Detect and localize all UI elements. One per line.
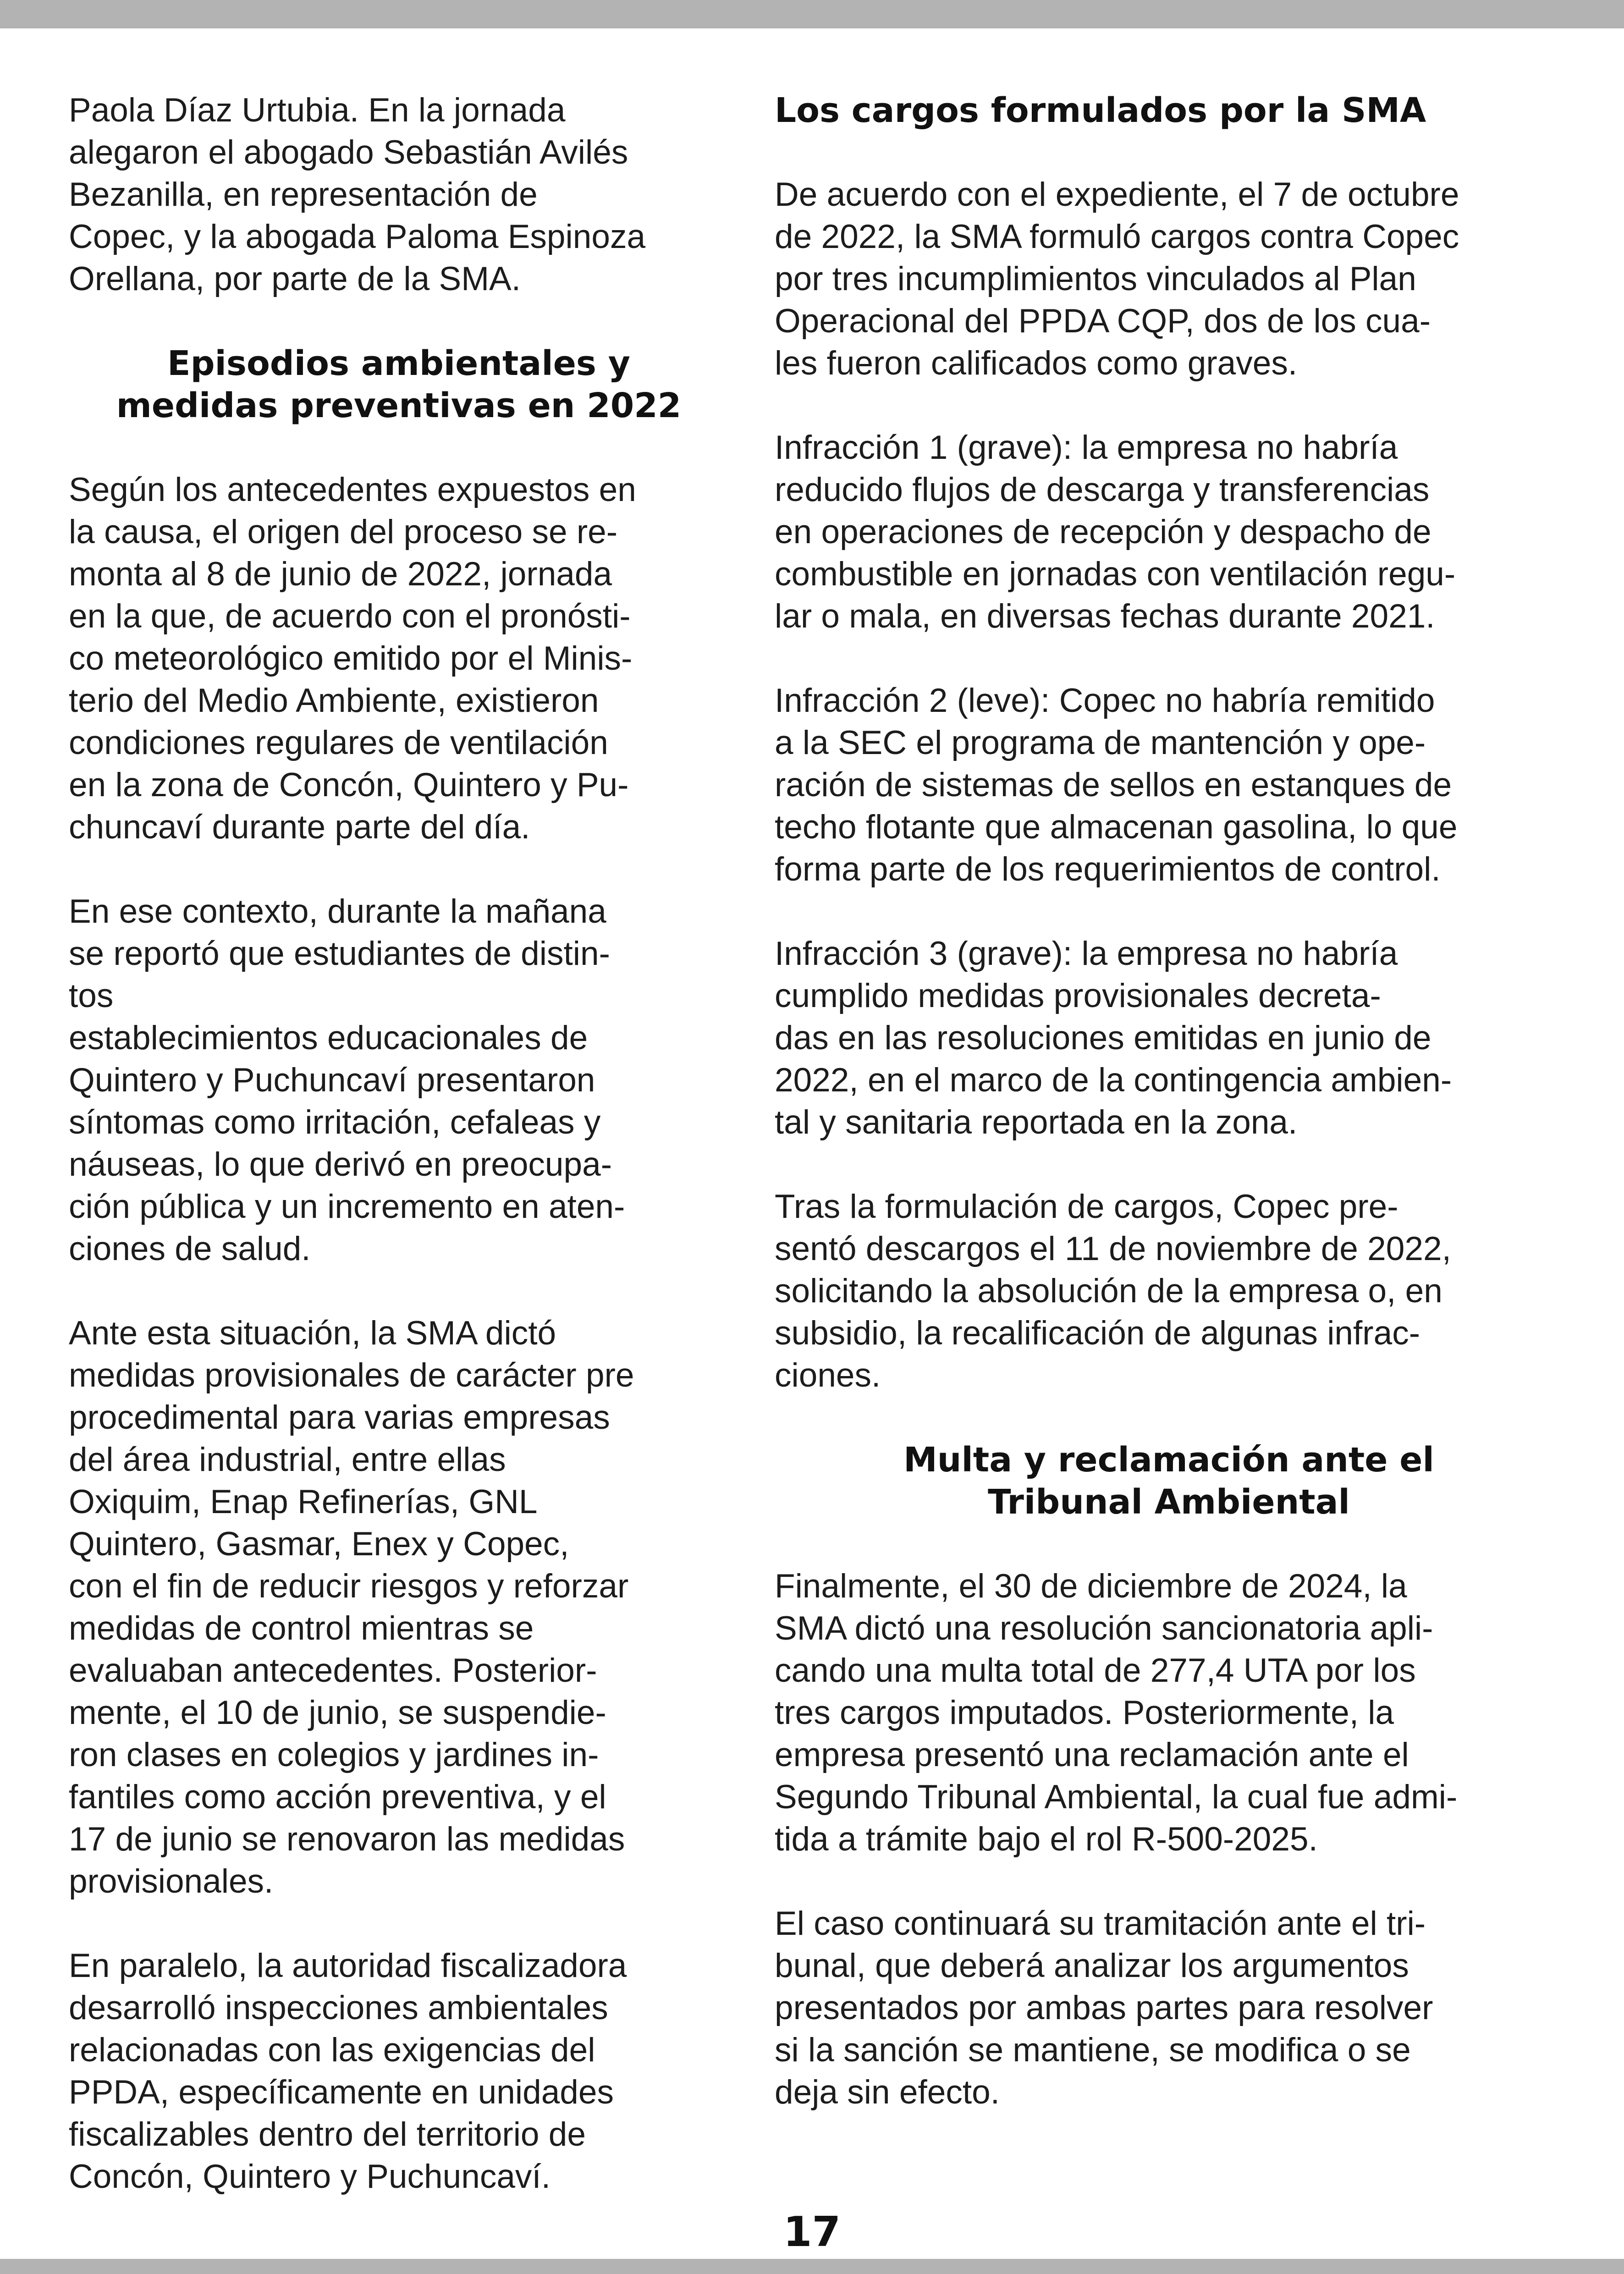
- left-column: [69, 89, 729, 2240]
- paragraph-situacion: Ante esta situación, la SMA dictó medidas provisionales de carácter pre procedimental para varias empresas del área industrial, entre ellas Oxiquim, Enap Refinerías, GNL Quintero, Gasmar, Enex y Copec, con el fin de reducir riesgos y reforzar medidas de control mientras se evaluaban antecedentes. Posterior- mente, el 10 de junio, se suspendie- ron clases en colegios y jardines in- fantiles como acción preventiva, y el 17 de junio se renovaron las medidas provisionales.: [69, 1315, 634, 1900]
- paragraph-expediente: De acuerdo con el expediente, el 7 de octubre de 2022, la SMA formuló cargos contra Copec por tres incumplimientos vinculados al Plan Operacional del PPDA CQP, dos de los cua- les fueron calificados como graves.: [775, 176, 1459, 382]
- page-number: 17: [783, 2208, 841, 2256]
- heading-episodios-ambientales: Episodios ambientales y medidas preventivas en 2022: [116, 344, 682, 425]
- paragraph-paralelo: En paralelo, la autoridad fiscalizadora desarrolló inspecciones ambientales relacionadas con las exigencias del PPDA, específicamente en unidades fiscalizables dentro del territorio de Concón, Quintero y Puchuncaví.: [69, 1947, 627, 2195]
- paragraph-antecedentes: Según los antecedentes expuestos en la causa, el origen del proceso se re- monta al 8 de junio de 2022, jornada en la que, de acuerdo con el pronósti- co meteorológico emitido por el Minis- terio del Medio Ambiente, existieron condiciones regulares de ventilación en la zona de Concón, Quintero y Pu- chuncaví durante parte del día.: [69, 471, 636, 846]
- paragraph-descargos: Tras la formulación de cargos, Copec pre- sentó descargos el 11 de noviembre de 2022, solicitando la absolución de la empresa o, en subsidio, la recalificación de algunas infrac- ciones.: [775, 1188, 1451, 1394]
- paragraph-infraccion-1: Infracción 1 (grave): la empresa no habría reducido flujos de descarga y transferencias en operaciones de recepción y despacho de combustible en jornadas con ventilación regu- lar o mala, en diversas fechas durante 2021.: [775, 429, 1456, 635]
- paragraph-infraccion-2: Infracción 2 (leve): Copec no habría remitido a la SEC el programa de mantención y ope- ración de sistemas de sellos en estanques de techo flotante que almacenan gasolina, lo que forma parte de los requerimientos de control.: [775, 682, 1458, 888]
- top-border-bar: [0, 0, 1624, 28]
- paragraph-infraccion-3: Infracción 3 (grave): la empresa no habría cumplido medidas provisionales decreta- das en las resoluciones emitidas en junio de 2022, en el marco de la contingencia ambien- tal y sanitaria reportada en la zona.: [775, 935, 1452, 1141]
- paragraph-continuara: El caso continuará su tramitación ante el tri- bunal, que deberá analizar los argumentos presentados por ambas partes para resolver si la sanción se mantiene, se modifica o se deja sin efecto.: [775, 1905, 1433, 2111]
- paragraph-intro: Paola Díaz Urtubia. En la jornada alegaron el abogado Sebastián Avilés Bezanilla, en representación de Copec, y la abogada Paloma Espinoza Orellana, por parte de la SMA.: [69, 92, 646, 297]
- heading-cargos-formulados: Los cargos formulados por la SMA: [775, 91, 1426, 130]
- paragraph-finalmente: Finalmente, el 30 de diciembre de 2024, la SMA dictó una resolución sancionatoria apli- cando una multa total de 277,4 UTA por los tres cargos imputados. Posteriormente, la empresa presentó una reclamación ante el Segundo Tribunal Ambiental, la cual fue admi- tida a trámite bajo el rol R-500-2025.: [775, 1568, 1458, 1858]
- bottom-border-bar: [0, 2259, 1624, 2274]
- paragraph-contexto: En ese contexto, durante la mañana se reportó que estudiantes de distin- tos establecimientos educacionales de Quintero y Puchuncaví presentaron síntomas como irritación, cefaleas y náuseas, lo que derivó en preocupa- ción pública y un incremento en aten- ciones de salud.: [69, 893, 625, 1267]
- heading-multa-reclamacion: Multa y reclamación ante el Tribunal Ambiental: [903, 1440, 1434, 1522]
- right-column: [775, 89, 1563, 2156]
